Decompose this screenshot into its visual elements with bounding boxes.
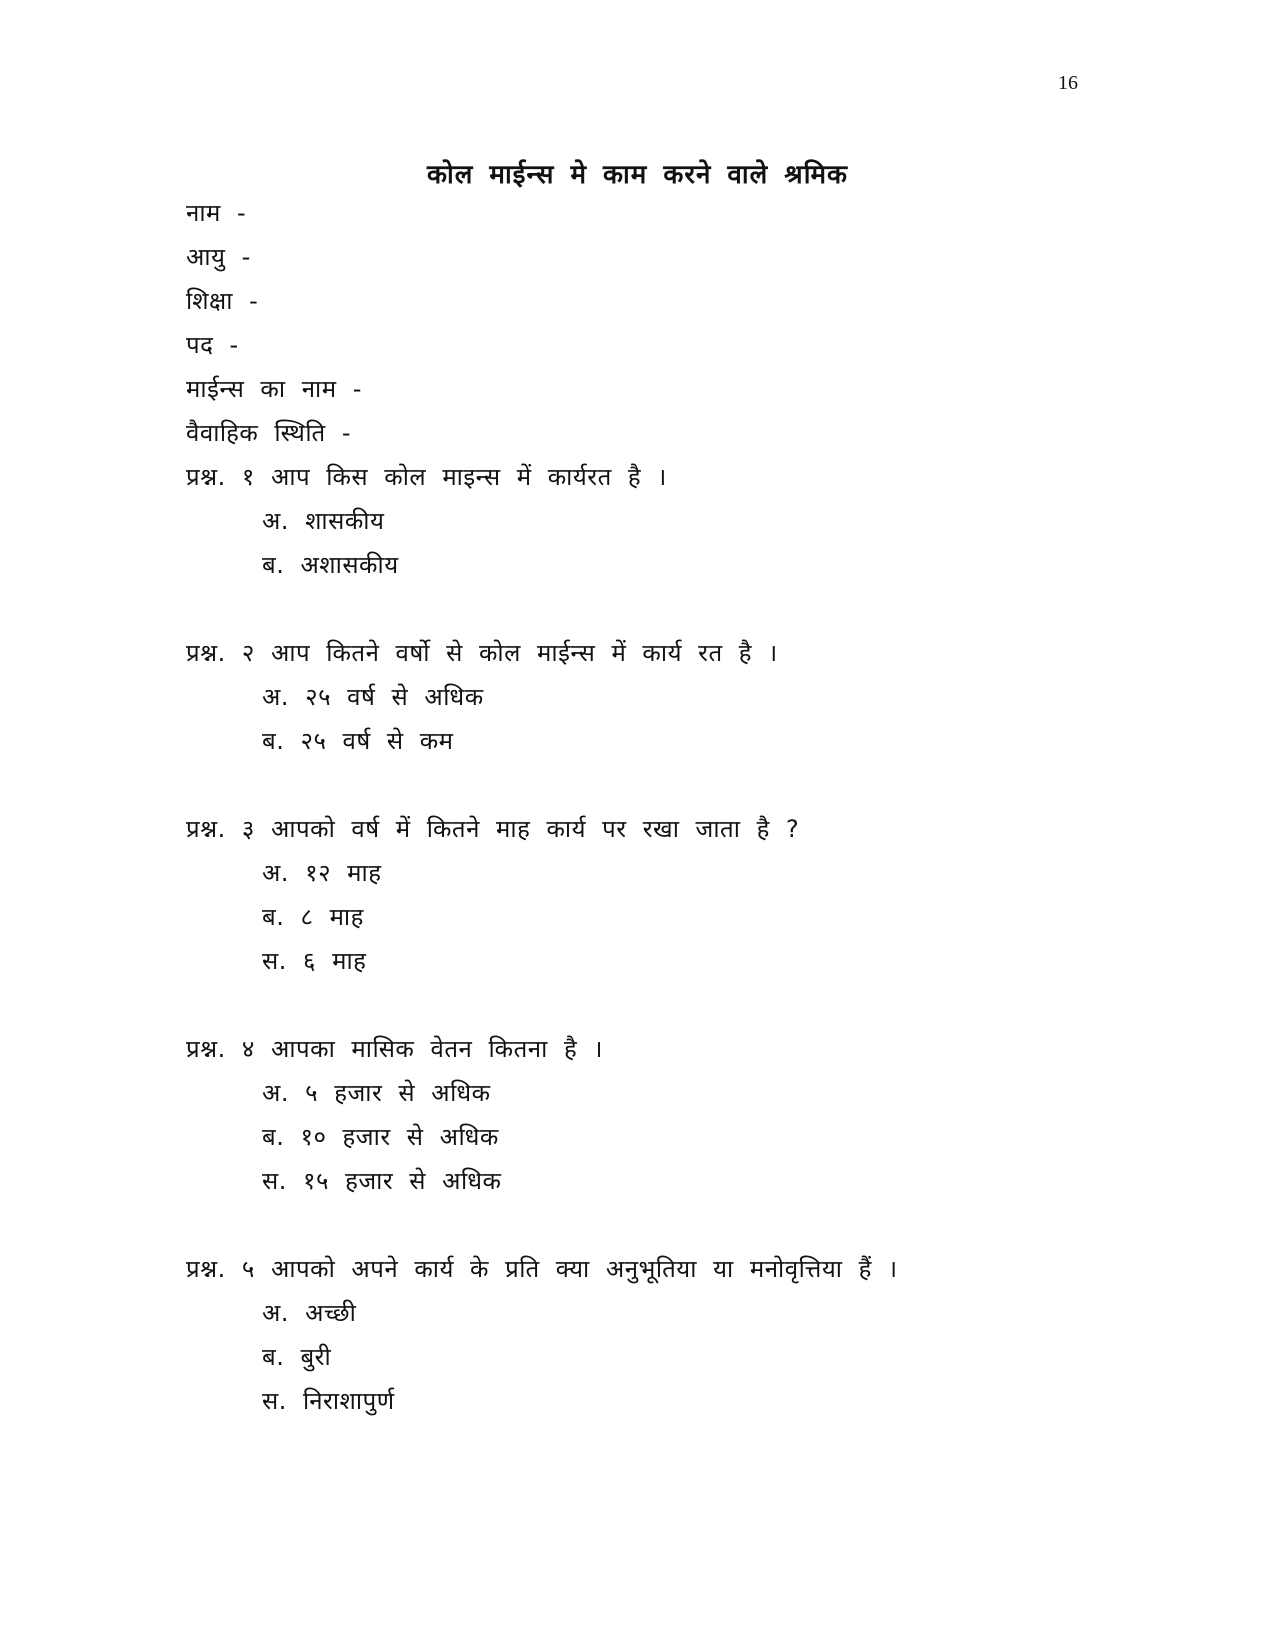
question-4-option-c: स. १५ हजार से अधिक xyxy=(262,1167,502,1195)
question-1-option-b: ब. अशासकीय xyxy=(262,551,399,579)
question-2-option-a: अ. २५ वर्ष से अधिक xyxy=(262,683,484,711)
question-5-option-b: ब. बुरी xyxy=(262,1343,332,1371)
page-number: 16 xyxy=(1058,72,1078,94)
question-3: प्रश्न. ३ आपको वर्ष में कितने माह कार्य पर रखा जाता है ? xyxy=(186,815,800,843)
question-3-option-a: अ. १२ माह xyxy=(262,859,382,887)
question-5-option-a: अ. अच्छी xyxy=(262,1299,357,1327)
question-3-option-b: ब. ८ माह xyxy=(262,903,364,931)
question-2: प्रश्न. २ आप कितने वर्षो से कोल माईन्स में कार्य रत है । xyxy=(186,639,778,667)
field-age: आयु - xyxy=(186,243,251,271)
question-3-option-c: स. ६ माह xyxy=(262,947,367,975)
question-4: प्रश्न. ४ आपका मासिक वेतन कितना है । xyxy=(186,1035,603,1063)
page-title: कोल माईन्स मे काम करने वाले श्रमिक xyxy=(427,160,848,190)
field-education: शिक्षा - xyxy=(186,287,259,315)
question-4-option-a: अ. ५ हजार से अधिक xyxy=(262,1079,491,1107)
question-5-option-c: स. निराशापुर्ण xyxy=(262,1387,395,1415)
question-1: प्रश्न. १ आप किस कोल माइन्स में कार्यरत है । xyxy=(186,463,667,491)
question-5: प्रश्न. ५ आपको अपने कार्य के प्रति क्या अनुभूतिया या मनोवृत्तिया हैं । xyxy=(186,1255,898,1283)
question-4-option-b: ब. १० हजार से अधिक xyxy=(262,1123,499,1151)
field-post: पद - xyxy=(186,331,239,359)
field-marital-status: वैवाहिक स्थिति - xyxy=(186,419,352,447)
question-1-option-a: अ. शासकीय xyxy=(262,507,385,535)
field-name: नाम - xyxy=(186,199,247,227)
question-2-option-b: ब. २५ वर्ष से कम xyxy=(262,727,454,755)
field-mine-name: माईन्स का नाम - xyxy=(186,375,362,403)
